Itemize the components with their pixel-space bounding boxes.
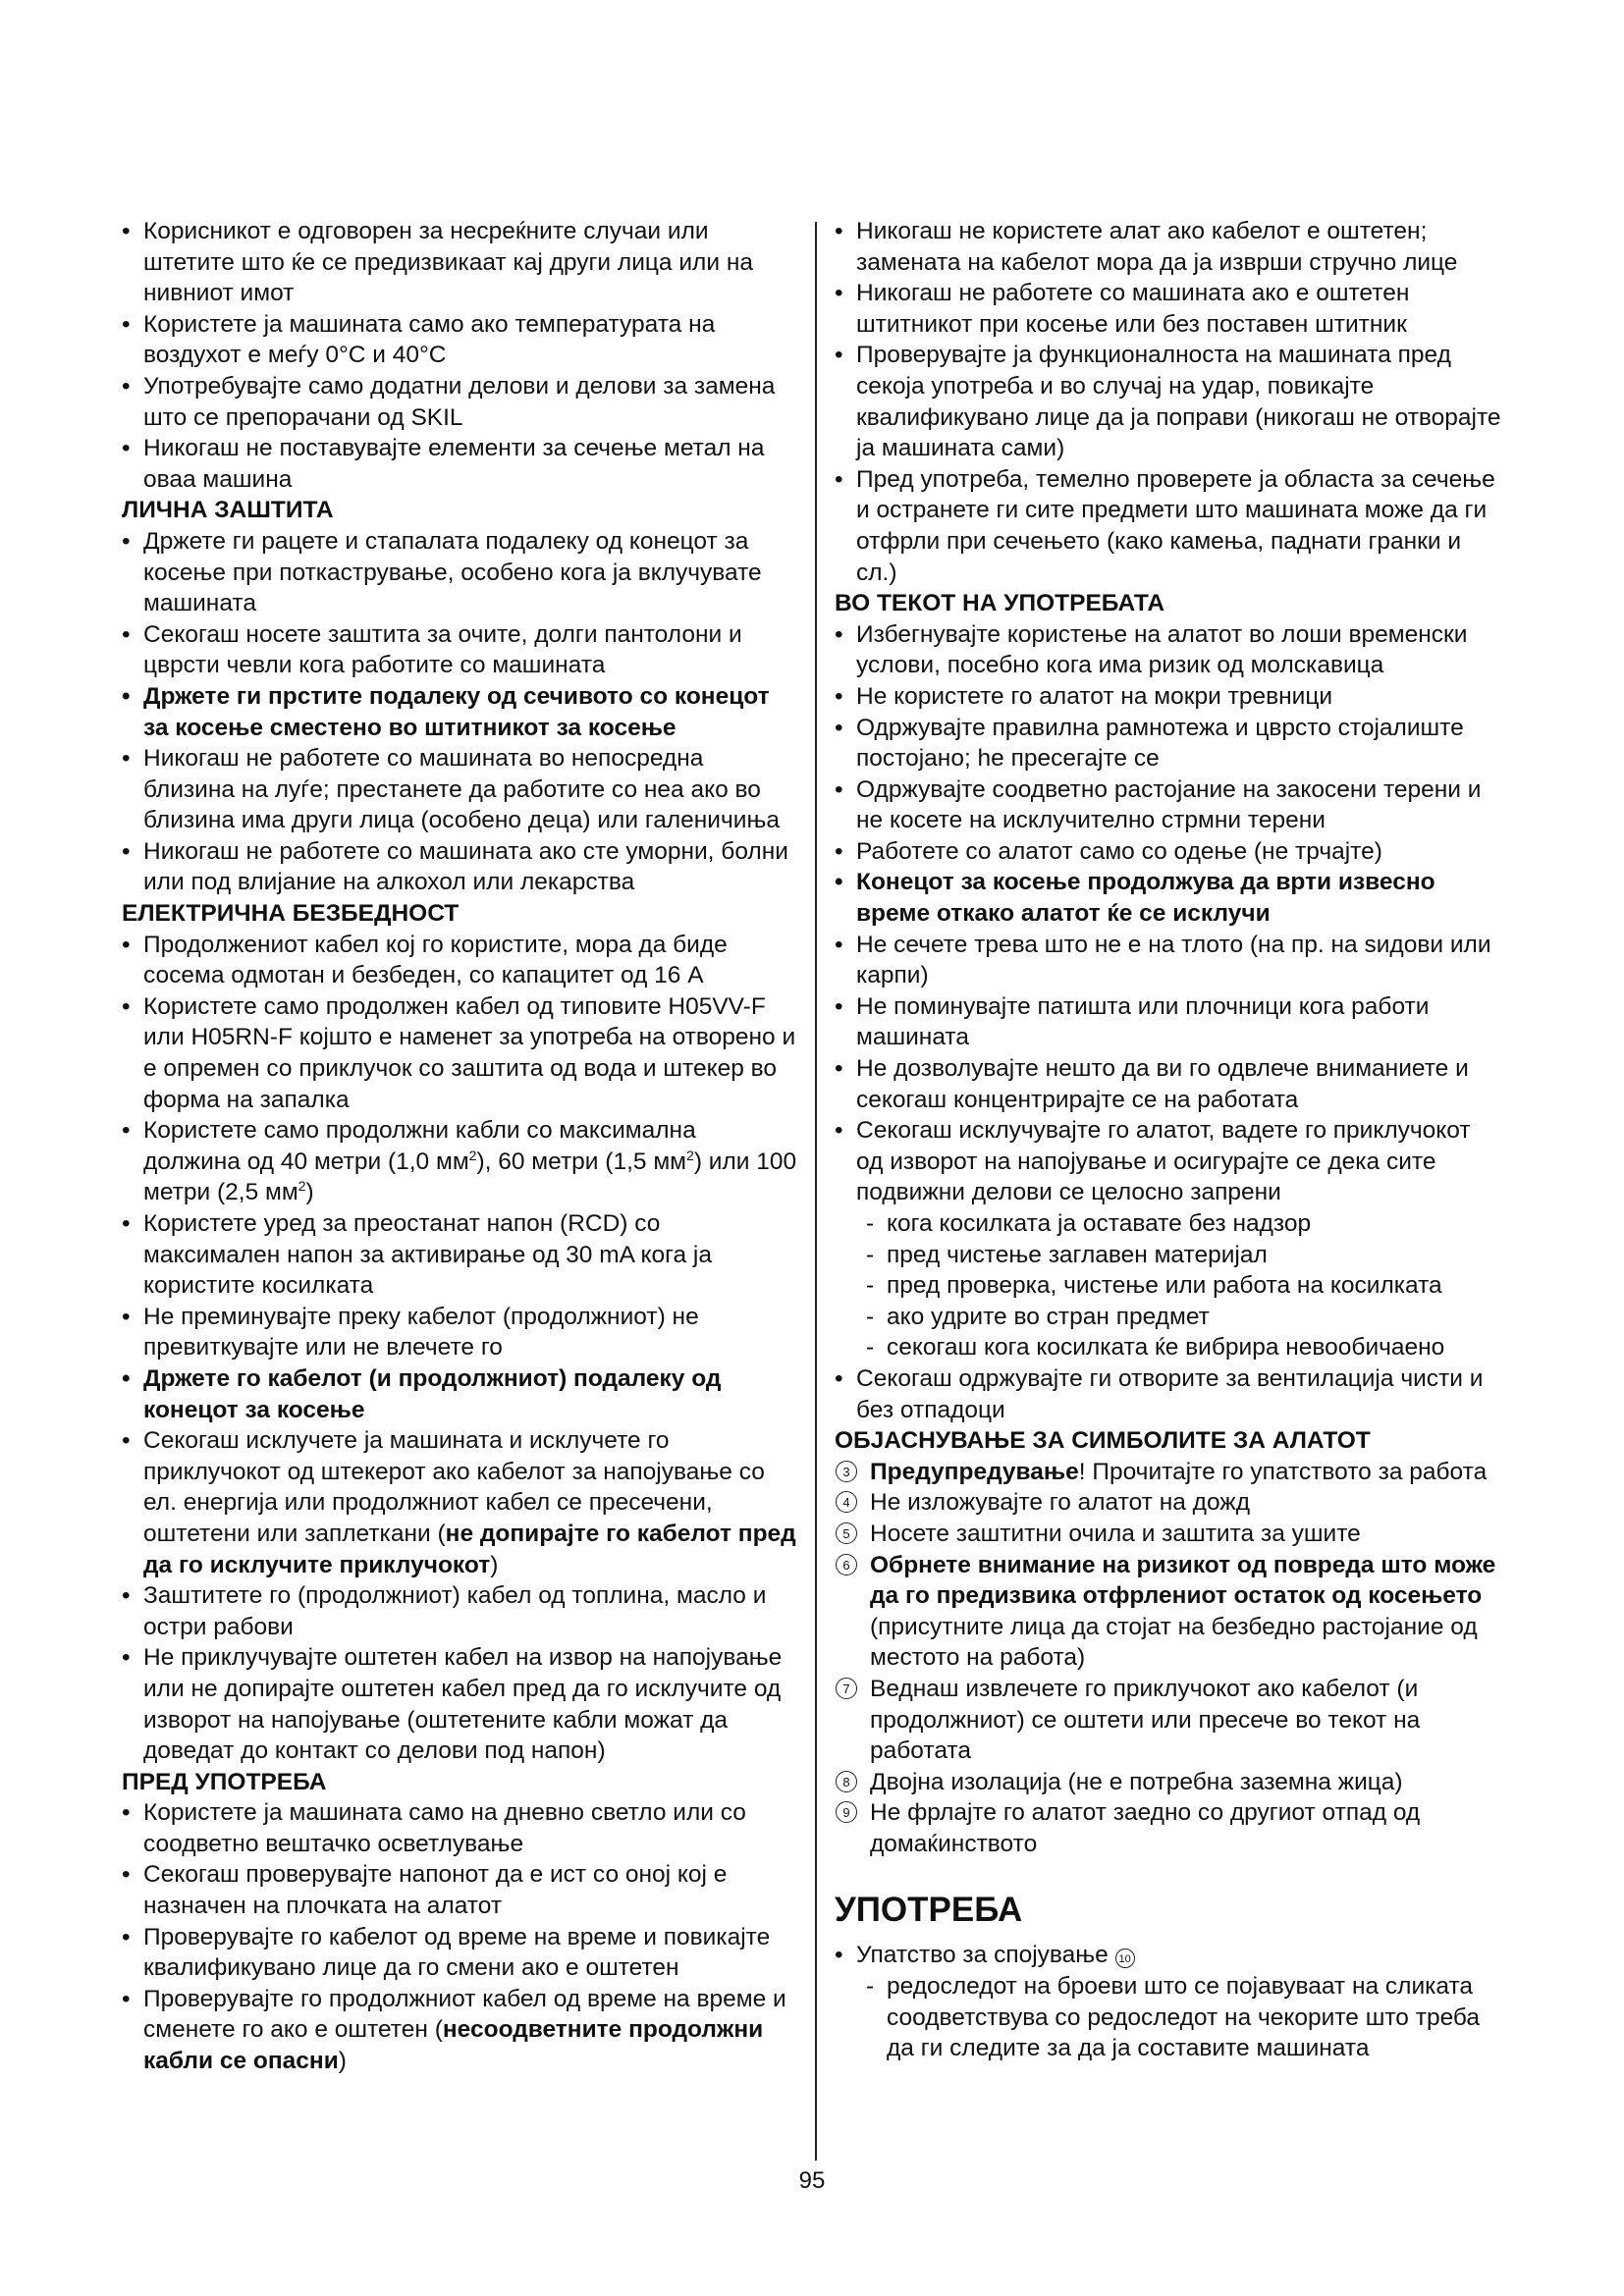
text-segment: Користете само продолжни кабли со максимална должина од 40 метри (1,0 мм bbox=[143, 1117, 696, 1175]
list-item bbox=[122, 1984, 799, 2077]
list-item: • Користете само продолжен кабел од типовите H05VV-F или H05RN-F којшто е наменет за употреба на отворено и е опремен со приклучок со заштита од вода и штекер во форма на запалка bbox=[122, 991, 799, 1115]
list-item: • Заштитете го (продолжниот) кабел од топлина, масло и остри рабови bbox=[122, 1580, 799, 1642]
text-segment: ) bbox=[338, 2048, 347, 2075]
symbol-item bbox=[835, 1674, 1502, 1767]
section-heading-symbols: ОБЈАСНУВАЊЕ ЗА СИМБОЛИТЕ ЗА АЛАТОТ bbox=[835, 1427, 1371, 1455]
section-heading-before-use: ПРЕД УПОТРЕБА bbox=[122, 1768, 327, 1795]
list-item: • Не преминувајте преку кабелот (продолжниот) не превиткувајте или не влечете го bbox=[122, 1302, 799, 1363]
column-divider bbox=[815, 222, 817, 2161]
list-item: • Никогаш не работете со машината ако сте уморни, болни или под влијание на алкохол или лекарства bbox=[122, 836, 799, 898]
text-segment: (присутните лица да стојат на безбедно растојание од местото на работа) bbox=[870, 1613, 1478, 1672]
list-item: • Користете ја машината само на дневно светло или со соодветно вештачко осветлување bbox=[122, 1797, 799, 1859]
symbol-item bbox=[835, 1767, 1502, 1798]
section-heading-electrical-safety: ЕЛЕКТРИЧНА БЕЗБЕДНОСТ bbox=[122, 900, 460, 928]
list-item: • Користете уред за преостанат напон (RCD) со максимален напон за активирање од 30 mA кога ја користите косилката bbox=[122, 1208, 799, 1302]
symbol-item bbox=[835, 1519, 1502, 1550]
list-item: • Никогаш не работете со машината во непосредна близина на луѓе; престанете да работите со неа ако во близина има други лица (особено деца) или галеничиња bbox=[122, 743, 799, 836]
text-segment: Проверувајте го продолжниот кабел од време на време и сменете го ако е оштетен ( bbox=[143, 1985, 786, 2044]
circled-number-icon: 10 bbox=[1115, 1949, 1135, 1968]
list-item: • Секогаш исклучувајте го алатот, вадете го приклучокот од изворот на напојување и осигурајте се дека сите подвижни делови се целосно запрени bbox=[835, 1115, 1502, 1208]
bold-text-segment: Предупредување bbox=[870, 1458, 1079, 1485]
bold-text-segment: не допирајте го кабелот пред да го исклучите приклучокот bbox=[143, 1520, 796, 1578]
sub-list-item: - ако удрите во стран предмет bbox=[835, 1302, 1502, 1333]
list-item: • Држете ги прстите подалеку од сечивото со конецот за косење сместено во штитникот за косење bbox=[122, 681, 799, 743]
list-item bbox=[835, 1940, 1502, 1971]
list-item: • Конецот за косење продолжува да врти извесно време откако алатот ќе се исклучи bbox=[835, 867, 1502, 929]
circled-number-icon: 6 bbox=[836, 1554, 857, 1575]
list-item: • Одржувајте соодветно растојание на закосени терени и не косете на исклучително стрмни терени bbox=[835, 774, 1502, 836]
list-item: • Користете ја машината само ако температурата на воздухот е меѓу 0°C и 40°C bbox=[122, 309, 799, 371]
section-heading-during-use: ВО ТЕКОТ НА УПОТРЕБАТА bbox=[835, 590, 1165, 617]
superscript: 2 bbox=[298, 1178, 306, 1195]
circled-number-icon: 7 bbox=[836, 1678, 857, 1699]
page-number: 95 bbox=[798, 2167, 826, 2194]
section-title-use: УПОТРЕБА bbox=[835, 1891, 1023, 1930]
list-item: • Работете со алатот само со одење (не трчајте) bbox=[835, 836, 1502, 868]
list-item bbox=[122, 1115, 799, 1208]
sub-list-item: - секогаш кога косилката ќе вибрира невообичаено bbox=[835, 1332, 1502, 1363]
circled-number-icon: 5 bbox=[836, 1522, 857, 1544]
list-item: • Проверувајте го кабелот од време на време и повикајте квалификувано лице да го смени ако е оштетен bbox=[122, 1922, 799, 1984]
text-segment: ) bbox=[490, 1551, 499, 1578]
bold-text-segment: несоодветните продолжни кабли се опасни bbox=[143, 2016, 764, 2075]
list-item: • Одржувајте правилна рамнотежа и цврсто стојалиште постојано; he пресегајте се bbox=[835, 713, 1502, 774]
list-item: • Употребувајте само додатни делови и делови за замена што се препорачани од SKIL bbox=[122, 371, 799, 433]
list-item: • Никогаш не користете алат ако кабелот е оштетен; замената на кабелот мора да ја изврши стручно лице bbox=[835, 216, 1502, 278]
list-item: • Избегнувајте користење на алатот во лоши временски услови, посебно кога има ризик од молскавица bbox=[835, 619, 1502, 681]
circled-number-icon: 9 bbox=[836, 1801, 857, 1823]
list-item: • Држете го кабелот (и продолжниот) подалеку од конецот за косење bbox=[122, 1363, 799, 1425]
text-segment: ) или 100 метри (2,5 мм bbox=[143, 1148, 797, 1206]
list-item: • Пред употреба, темелно проверете ја областа за сечење и остранете ги сите предмети што машината може да ги отфрли при сечењето (како камења, паднати гранки и сл.) bbox=[835, 464, 1502, 588]
list-item: • Не сечете трева што не е на тлото (на пр. на ѕидови или карпи) bbox=[835, 930, 1502, 991]
superscript: 2 bbox=[686, 1147, 694, 1163]
text-segment: Не изложувајте го алатот на дожд bbox=[870, 1489, 1250, 1517]
text-segment: Веднаш извлечете го приклучокот ако кабелот (и продолжниот) се оштети или пресече во текот на работата bbox=[870, 1675, 1421, 1765]
text-segment: Упатство за спојување bbox=[856, 1942, 1109, 1969]
text-segment: Двојна изолација (не е потребна заземна жица) bbox=[870, 1768, 1403, 1795]
right-column bbox=[835, 216, 1502, 2064]
list-item: • Корисникот е одговорен за несреќните случаи или штетите што ќе се предизвикаат кај други лица или на нивниот имот bbox=[122, 216, 799, 309]
text-segment: ), 60 метри (1,5 мм bbox=[476, 1148, 687, 1175]
list-item: • Држете ги рацете и стапалата подалеку од конецот за косење при поткастрување, особено кога ја вклучувате машината bbox=[122, 526, 799, 619]
sub-list-item: - кога косилката ја оставате без надзор bbox=[835, 1208, 1502, 1240]
text-segment: Не фрлајте го алатот заедно со другиот отпад од домаќинството bbox=[870, 1799, 1421, 1857]
section-heading-personal-protection: ЛИЧНА ЗАШТИТА bbox=[122, 497, 334, 524]
list-item: • Секогаш одржувајте ги отворите за вентилација чисти и без отпадоци bbox=[835, 1363, 1502, 1425]
sub-list-item: - пред проверка, чистење или работа на косилката bbox=[835, 1270, 1502, 1302]
list-item: • Не приклучувајте оштетен кабел на извор на напојување или не допирајте оштетен кабел пред да го исклучите од изворот на напојување (оштетените кабли можат да доведат до контакт со делови под напон) bbox=[122, 1642, 799, 1766]
sub-list-item: - пред чистење заглавен материјал bbox=[835, 1240, 1502, 1271]
bold-text-segment: Обрнете внимание на ризикот од повреда што може да го предизвика отфрлениот остаток од косењето bbox=[870, 1551, 1496, 1610]
text-segment: Секогаш исклучете ја машината и исклучете го приклучокот од штекерот ако кабелот за напојување со ел. енергија или продолжниот кабел се пресечени, оштетени или заплеткани ( bbox=[143, 1427, 765, 1547]
symbol-item bbox=[835, 1797, 1502, 1859]
list-item: • Секогаш проверувајте напонот да е ист со оној кој е назначен на плочката на алатот bbox=[122, 1859, 799, 1921]
list-item: • Никогаш не работете со машината ако е оштетен штитникот при косење или без поставен штитник bbox=[835, 278, 1502, 340]
list-item: • Не дозволувајте нешто да ви го одвлече вниманиете и секогаш концентрирајте се на работата bbox=[835, 1053, 1502, 1115]
superscript: 2 bbox=[468, 1147, 477, 1163]
list-item: • Секогаш носете заштита за очите, долги пантолони и цврсти чевли кога работите со машината bbox=[122, 619, 799, 681]
list-item: • Не поминувајте патишта или плочници кога работи машината bbox=[835, 991, 1502, 1053]
list-item bbox=[122, 1425, 799, 1580]
list-item: • Проверувајте ја функционалноста на машината пред секоја употреба и во случај на удар, повикајте квалификувано лице да ја поправи (никогаш не отворајте ја машината сами) bbox=[835, 340, 1502, 463]
symbol-item bbox=[835, 1457, 1502, 1488]
list-item: • Продолжениот кабел кој го користите, мора да биде сосема одмотан и безбеден, со капацитет од 16 A bbox=[122, 930, 799, 991]
circled-number-icon: 3 bbox=[836, 1461, 857, 1482]
text-segment: ) bbox=[305, 1179, 314, 1206]
sub-list-item: - редоследот на броеви што се појавуваат на сликата соодветствува со редоследот на чекорите што треба да ги следите за да ја составите машината bbox=[835, 1971, 1502, 2064]
symbol-item bbox=[835, 1487, 1502, 1519]
circled-number-icon: 8 bbox=[836, 1771, 857, 1792]
text-segment: Носете заштитни очила и заштита за ушите bbox=[870, 1520, 1361, 1547]
circled-number-icon: 4 bbox=[836, 1491, 857, 1513]
symbol-item bbox=[835, 1550, 1502, 1674]
left-column bbox=[122, 216, 799, 2077]
list-item: • Не користете го алатот на мокри тревници bbox=[835, 681, 1502, 713]
list-item: • Никогаш не поставувајте елементи за сечење метал на оваа машина bbox=[122, 433, 799, 495]
text-segment: ! Прочитајте го упатството за работа bbox=[1078, 1458, 1488, 1485]
